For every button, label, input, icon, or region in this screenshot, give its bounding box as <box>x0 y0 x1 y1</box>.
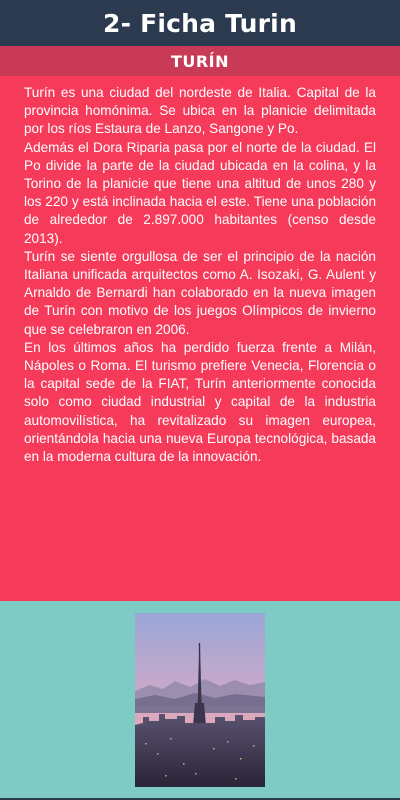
image-section <box>0 601 400 800</box>
page-title: 2- Ficha Turin <box>103 8 297 38</box>
description-panel <box>0 76 400 601</box>
paragraph-2: Además el Dora Riparia pasa por el norte de la ciudad. El Po divide la parte de la ciudad ubicada en la colina, y la Torino de la planicie que tiene una altitud de unos 280 y los 220 y está inclinada hacia el este. Tiene una población de alrededor de 2.897.000 habitantes (censo desde 2013). <box>24 139 376 246</box>
section-title: TURÍN <box>170 51 230 71</box>
turin-photo <box>135 613 265 787</box>
section-header <box>0 46 400 76</box>
page-header <box>0 0 400 46</box>
paragraph-3: Turín se siente orgullosa de ser el principio de la nación Italiana unificada arquitectos como A. Isozaki, G. Aulent y Arnaldo de Bernardi han colaborado en la nueva imagen de Turín con motivo de los juegos Olímpicos de invierno que se celebraron en 2006. <box>24 248 376 337</box>
paragraph-1: Turín es una ciudad del nordeste de Italia. Capital de la provincia homónima. Se ubica en la planicie delimitada por los ríos Estaura de Lanzo, Sangone y Po. <box>24 85 376 137</box>
paragraph-4: En los últimos años ha perdido fuerza frente a Milán, Nápoles o Roma. El turismo prefiere Venecia, Florencia o la capital sede de la FIAT, Turín anteriormente conocida solo como ciudad industrial y capital de la industria automovilística, ha revitalizado su imagen europea, orientándola hacia una nueva Europa tecnológica, basada en la moderna cultura de la innovación. <box>24 339 376 465</box>
mole-antonelliana-image <box>135 613 265 787</box>
